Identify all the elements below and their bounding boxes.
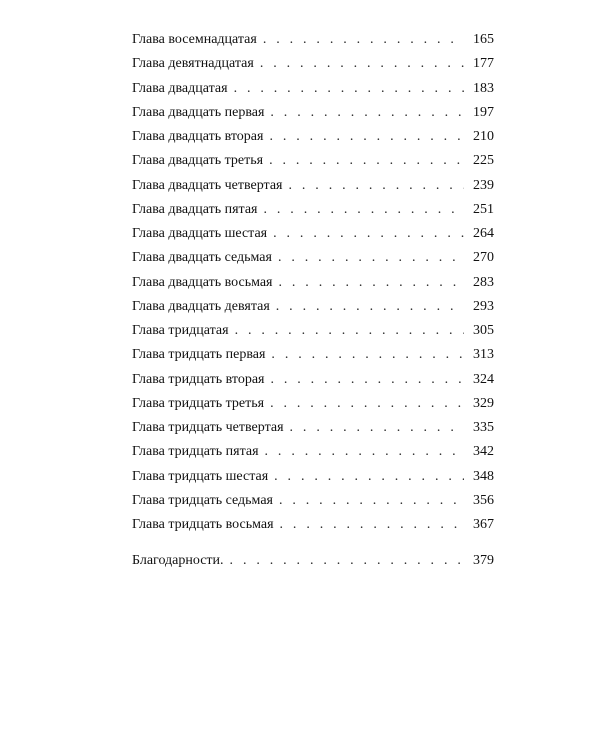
toc-entry-page: 197 [473, 104, 494, 120]
toc-entry-title: Глава восемнадцатая [132, 32, 257, 47]
toc-entry-title: Глава тридцать первая [132, 347, 266, 363]
toc-entry-page: 367 [473, 517, 494, 532]
toc-entry-32 [132, 368, 494, 392]
toc-entry-page: 177 [473, 56, 494, 72]
toc-entry-30 [132, 319, 494, 343]
toc-entry-page: 305 [473, 323, 494, 338]
toc-entry-20 [132, 77, 494, 101]
toc-entry-title: Глава двадцать третья [132, 153, 264, 169]
dot-leader [271, 343, 464, 367]
toc-entry-27 [132, 246, 494, 270]
toc-entry-title: Глава тридцать восьмая [132, 517, 274, 532]
toc-entry-page: 283 [473, 274, 494, 290]
dot-leader [263, 28, 464, 52]
dot-leader [265, 440, 464, 464]
toc-entry-page: 335 [473, 420, 494, 435]
toc-entry-31 [132, 343, 494, 367]
toc-entry-page: 379 [473, 553, 494, 569]
toc-entry-title: Глава двадцатая [132, 80, 228, 96]
toc-entry-page: 329 [473, 395, 494, 411]
toc-entry-page: 324 [473, 371, 494, 387]
toc-entry-title: Глава тридцать четвертая [132, 420, 284, 435]
toc-entry-page: 225 [473, 153, 494, 169]
toc-entry-title: Глава тридцать седьмая [132, 492, 273, 508]
dot-leader [260, 52, 464, 76]
toc-entry-page: 293 [473, 298, 494, 314]
dot-leader [273, 222, 464, 246]
dot-leader [235, 319, 464, 343]
dot-leader [276, 295, 464, 319]
toc-entry-title: Глава тридцать шестая [132, 468, 269, 484]
dot-leader [270, 368, 464, 392]
toc-entry-page: 270 [473, 250, 494, 266]
toc-entry-page: 264 [473, 226, 494, 241]
dot-leader [278, 246, 464, 270]
toc-entry-37 [132, 489, 494, 513]
toc-entry-33 [132, 392, 494, 416]
toc-entry-36 [132, 465, 494, 489]
toc-entry-24 [132, 174, 494, 198]
toc-entry-38 [132, 513, 494, 537]
toc-entry-title: Глава тридцатая [132, 323, 229, 338]
dot-leader [270, 392, 464, 416]
dot-leader [279, 271, 465, 295]
toc-entry-title: Глава двадцать шестая [132, 226, 268, 241]
dot-leader [290, 416, 464, 440]
dot-leader [289, 174, 465, 198]
dot-leader [280, 513, 464, 537]
toc-entry-page: 210 [473, 129, 494, 144]
toc-entry-35 [132, 440, 494, 464]
toc-entry-19 [132, 52, 494, 76]
toc-entry-title: Глава двадцать седьмая [132, 250, 272, 266]
toc-entry-title: Глава двадцать восьмая [132, 274, 273, 290]
toc-entry-title: Глава девятнадцатая [132, 56, 254, 72]
table-of-contents [132, 28, 494, 574]
toc-entry-title: Глава тридцать пятая [132, 444, 259, 460]
toc-entry-title: Глава двадцать пятая [132, 201, 258, 217]
dot-leader [269, 125, 464, 149]
toc-entry-28 [132, 271, 494, 295]
dot-leader [279, 489, 464, 513]
toc-entry-title: Благодарности. [132, 553, 224, 569]
dot-leader [270, 101, 464, 125]
toc-entry-title: Глава двадцать первая [132, 104, 265, 120]
toc-entry-23 [132, 149, 494, 173]
toc-entry-acknowledgements [132, 549, 494, 573]
toc-entry-page: 239 [473, 177, 494, 193]
toc-entry-18 [132, 28, 494, 52]
dot-leader [274, 465, 464, 489]
toc-entry-page: 183 [473, 80, 494, 96]
toc-entry-page: 356 [473, 492, 494, 508]
toc-entry-25 [132, 198, 494, 222]
dot-leader [264, 198, 465, 222]
toc-entry-page: 165 [473, 32, 494, 47]
toc-entry-22 [132, 125, 494, 149]
toc-entry-page: 342 [473, 444, 494, 460]
toc-entry-title: Глава двадцать девятая [132, 298, 270, 314]
toc-entry-title: Глава двадцать вторая [132, 129, 264, 144]
toc-entry-34 [132, 416, 494, 440]
toc-entry-title: Глава двадцать четвертая [132, 177, 283, 193]
dot-leader [230, 549, 464, 573]
toc-entry-title: Глава тридцать третья [132, 395, 265, 411]
toc-entry-page: 348 [473, 468, 494, 484]
toc-entry-21 [132, 101, 494, 125]
toc-entry-26 [132, 222, 494, 246]
dot-leader [269, 149, 464, 173]
toc-entry-page: 313 [473, 347, 494, 363]
toc-entry-title: Глава тридцать вторая [132, 371, 265, 387]
toc-entry-page: 251 [473, 201, 494, 217]
toc-entry-29 [132, 295, 494, 319]
dot-leader [234, 77, 464, 101]
